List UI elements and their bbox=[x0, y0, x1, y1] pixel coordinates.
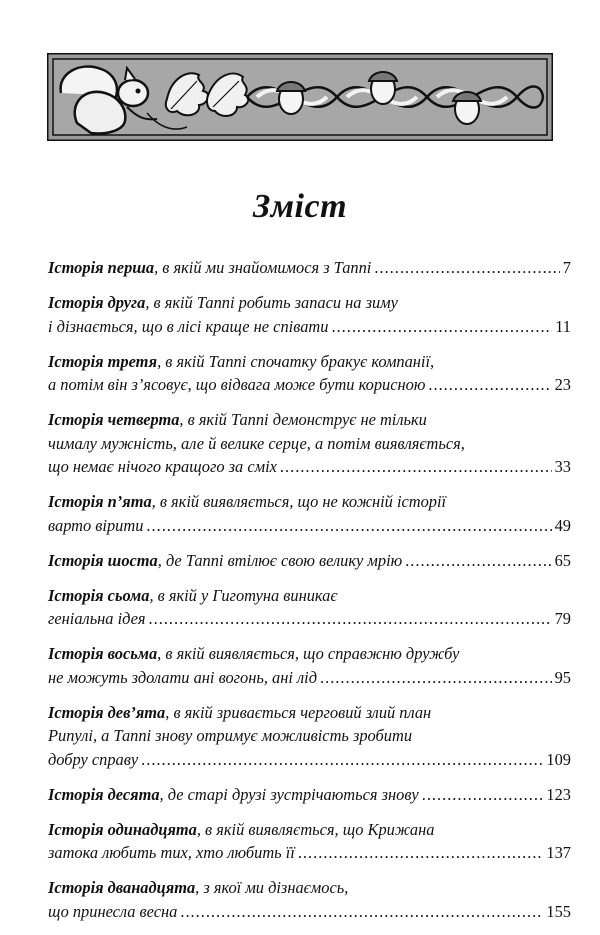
toc-page-number: 137 bbox=[546, 843, 571, 862]
toc-entry[interactable] bbox=[48, 876, 571, 923]
dot-leader bbox=[141, 748, 543, 772]
toc-entry-last-line bbox=[48, 455, 571, 479]
toc-entry-description: варто вірити bbox=[48, 515, 144, 535]
toc-page-number: 155 bbox=[546, 901, 571, 921]
toc-entry-description: що немає нічого кращого за сміх bbox=[48, 457, 277, 476]
toc-entry-description: Рипулі, а Таппі знову отримує можливість зробити bbox=[48, 726, 413, 745]
toc-entry-description: затока любить тих, хто любить її bbox=[48, 843, 295, 862]
toc-entry-title: Історія друга bbox=[48, 293, 146, 312]
toc-entry-description: , в якій виявляється, що справжню дружбу bbox=[157, 644, 460, 663]
toc-entry-description: добру справу bbox=[48, 749, 139, 769]
toc-entry-description: , з якої ми дізнаємось, bbox=[195, 878, 349, 897]
toc-entry-description: не можуть здолати ані вогонь, ані лід bbox=[48, 667, 318, 687]
toc-entry-description: , де Таппі втілює свою велику мрію bbox=[157, 550, 403, 570]
toc-page-number: 123 bbox=[546, 784, 571, 804]
toc-entry[interactable] bbox=[48, 350, 571, 397]
toc-entry-title: Історія п’ята bbox=[48, 492, 152, 511]
toc-entry[interactable] bbox=[48, 549, 571, 573]
dot-leader bbox=[149, 607, 552, 631]
toc-entry-line bbox=[48, 432, 571, 456]
toc-entry-last-line bbox=[48, 315, 571, 339]
toc-entry-description: , в якій у Гиготуна виникає bbox=[149, 585, 338, 605]
toc-entry-description: , в якій Таппі робить запаси на зиму bbox=[145, 293, 398, 312]
toc-entry-description: , в якій зривається черговий злий план bbox=[165, 702, 432, 722]
toc-entry-description: , де старі друзі зустрічаються знову bbox=[159, 784, 419, 804]
toc-entry-description: , в якій Таппі демонструє не тільки bbox=[179, 410, 427, 429]
toc-entry-last-line bbox=[48, 256, 571, 280]
toc-entry[interactable] bbox=[48, 408, 571, 479]
toc-entry-title: Історія восьма bbox=[48, 644, 158, 663]
toc-entry-line bbox=[48, 724, 571, 748]
toc-entry-title: Історія сьома bbox=[48, 585, 150, 605]
toc-page-number: 95 bbox=[554, 667, 571, 687]
table-of-contents bbox=[48, 256, 571, 935]
toc-entry-last-line bbox=[48, 666, 571, 690]
toc-entry-description: , в якій Таппі спочатку бракує компанії, bbox=[157, 351, 435, 371]
dot-leader bbox=[374, 256, 559, 280]
toc-entry-last-line bbox=[48, 783, 571, 807]
toc-entry-description: , в якій ми знайомимося з Таппі bbox=[154, 258, 372, 277]
dot-leader bbox=[405, 549, 551, 573]
toc-entry-description: і дізнається, що в лісі краще не співати bbox=[48, 316, 329, 336]
toc-entry[interactable] bbox=[48, 291, 571, 338]
toc-entry-description: чималу мужність, але й велике серце, а потім виявляється, bbox=[48, 433, 465, 453]
toc-entry[interactable] bbox=[48, 642, 571, 689]
dot-leader bbox=[428, 373, 551, 397]
toc-page-number: 23 bbox=[554, 375, 571, 394]
dot-leader bbox=[331, 315, 552, 339]
page-title: Зміст bbox=[252, 188, 348, 225]
toc-entry-line bbox=[48, 408, 571, 432]
toc-page-number: 7 bbox=[562, 258, 571, 277]
toc-entry-description: геніальна ідея bbox=[48, 609, 146, 628]
toc-entry-title: Історія десята bbox=[48, 784, 160, 804]
toc-entry-description: а потім він з’ясовує, що відвага може бути корисною bbox=[48, 375, 426, 394]
toc-entry-line bbox=[48, 584, 571, 608]
toc-entry-title: Історія дванадцята bbox=[48, 878, 196, 897]
dot-leader bbox=[280, 455, 552, 479]
dot-leader bbox=[180, 900, 543, 924]
toc-page-number: 109 bbox=[546, 749, 571, 769]
toc-entry-last-line bbox=[48, 607, 571, 631]
toc-entry-title: Історія дев’ята bbox=[48, 702, 166, 722]
toc-entry-last-line bbox=[48, 514, 571, 538]
toc-entry-title: Історія шоста bbox=[48, 550, 158, 570]
toc-entry-line bbox=[48, 490, 571, 514]
toc-entry-title: Історія четверта bbox=[48, 410, 180, 429]
toc-entry[interactable] bbox=[48, 701, 571, 772]
toc-entry-title: Історія третя bbox=[48, 351, 158, 371]
toc-entry-title: Історія одинадцята bbox=[48, 819, 197, 839]
toc-page-number: 49 bbox=[554, 515, 571, 535]
toc-entry-line bbox=[48, 291, 571, 315]
toc-entry[interactable] bbox=[48, 584, 571, 631]
toc-entry-line bbox=[48, 701, 571, 725]
dot-leader bbox=[146, 514, 551, 538]
toc-page-number: 33 bbox=[554, 457, 571, 476]
toc-entry-description: , в якій виявляється, що не кожній історії bbox=[151, 492, 447, 511]
toc-entry-last-line bbox=[48, 841, 571, 865]
toc-entry-description: , в якій виявляється, що Крижана bbox=[196, 819, 435, 839]
toc-entry-last-line bbox=[48, 900, 571, 924]
toc-entry-line bbox=[48, 876, 571, 900]
toc-entry[interactable] bbox=[48, 818, 571, 865]
dot-leader bbox=[298, 841, 544, 865]
toc-entry-line bbox=[48, 818, 571, 842]
toc-entry-description: що принесла весна bbox=[48, 901, 178, 921]
toc-entry-last-line bbox=[48, 748, 571, 772]
dot-leader bbox=[422, 783, 544, 807]
toc-page-number: 11 bbox=[555, 316, 571, 336]
toc-entry-line bbox=[48, 350, 571, 374]
toc-entry-last-line bbox=[48, 549, 571, 573]
toc-entry[interactable] bbox=[48, 256, 571, 280]
toc-entry[interactable] bbox=[48, 783, 571, 807]
toc-entry[interactable] bbox=[48, 490, 571, 537]
toc-entry-last-line bbox=[48, 373, 571, 397]
toc-entry-title: Історія перша bbox=[48, 258, 155, 277]
toc-page-number: 79 bbox=[554, 609, 571, 628]
decorative-banner bbox=[47, 53, 553, 141]
dot-leader bbox=[320, 666, 552, 690]
toc-entry-line bbox=[48, 642, 571, 666]
toc-page-number: 65 bbox=[554, 550, 571, 570]
